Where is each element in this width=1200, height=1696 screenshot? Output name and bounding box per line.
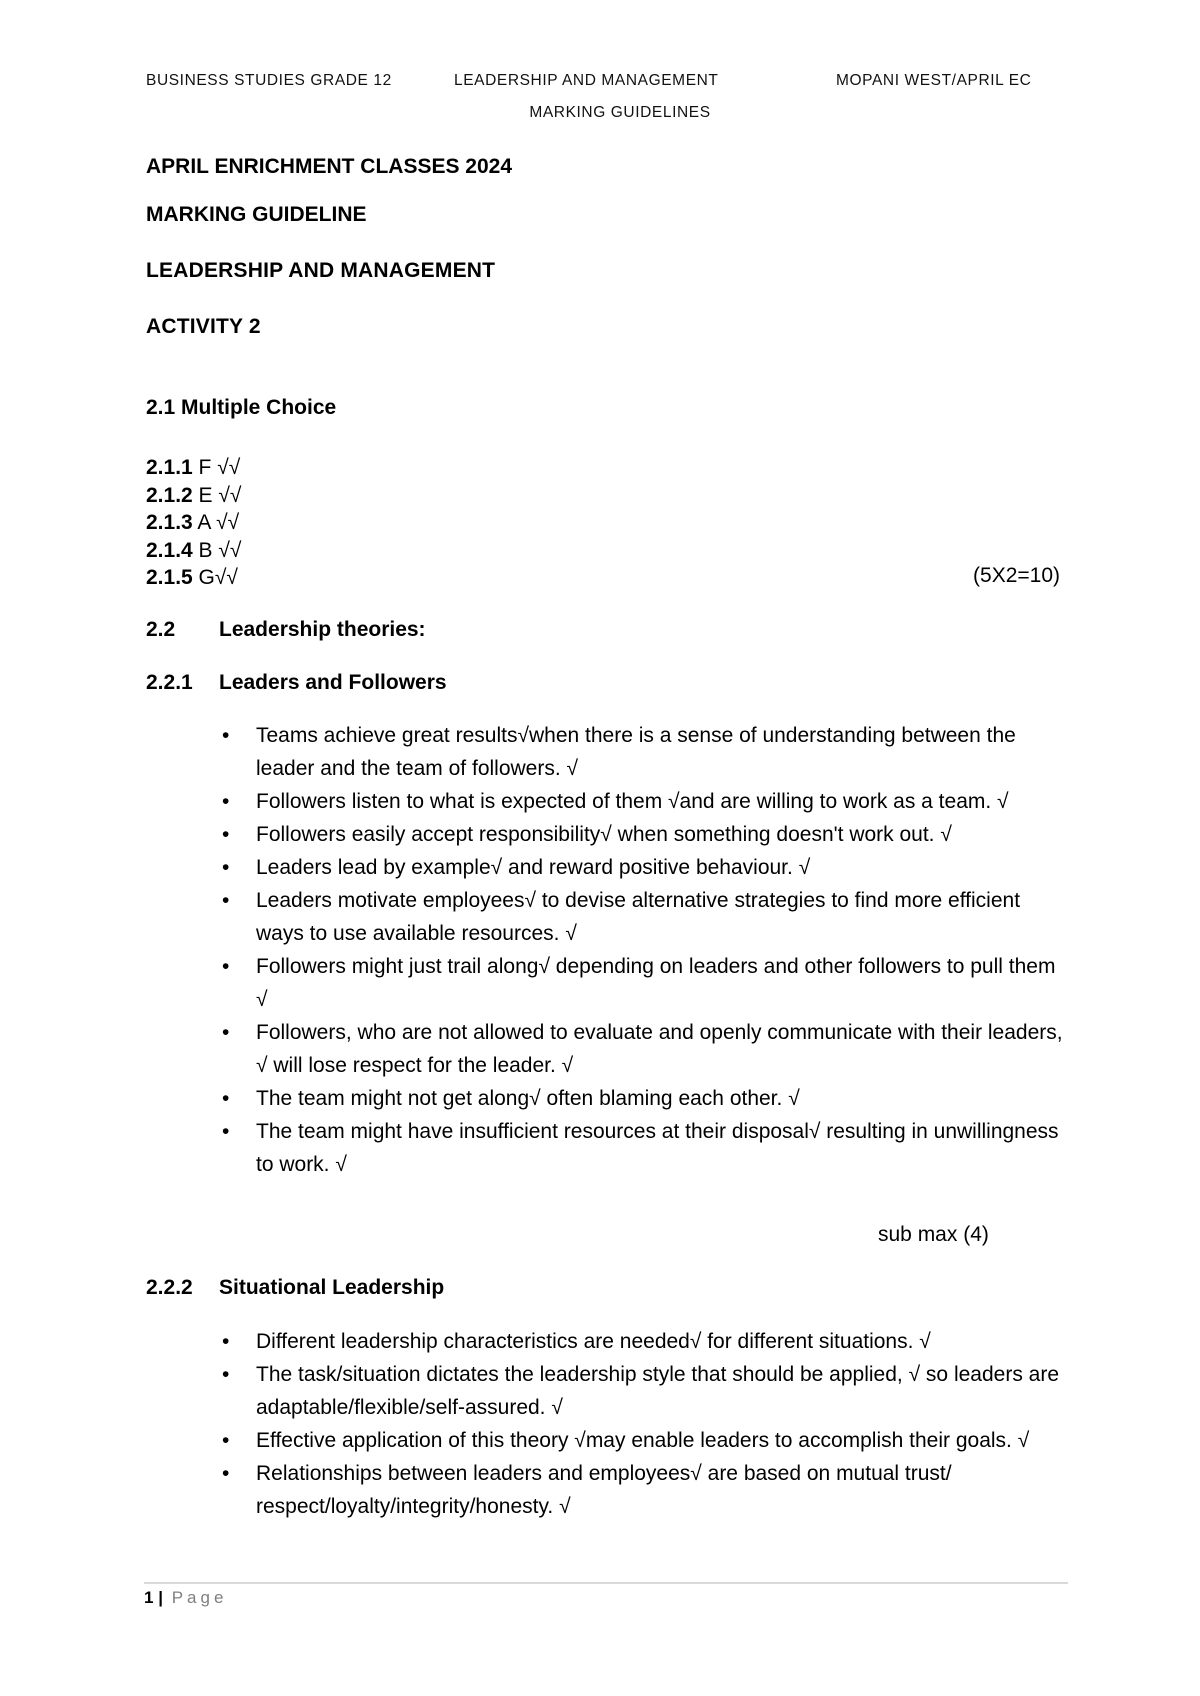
section-number: 2.2.2 [146,1276,193,1299]
list-item: • Followers, who are not allowed to evaluate and openly communicate with their leaders, √ will lose respect for the leader. √ [222,1016,1072,1082]
list-item: • Effective application of this theory √may enable leaders to accomplish their goals. √ [222,1424,1072,1457]
list-item: • Followers easily accept responsibility√ when something doesn't work out. √ [222,818,1072,851]
list-item: • The task/situation dictates the leadership style that should be applied, √ so leaders are adaptable/flexible/self-assured. √ [222,1358,1072,1424]
section-2-1-heading: 2.1 Multiple Choice [146,396,337,419]
header-subject: BUSINESS STUDIES GRADE 12 [146,72,392,89]
list-item: • Followers listen to what is expected of them √and are willing to work as a team. √ [222,785,1072,818]
list-item: • Followers might just trail along√ depending on leaders and other followers to pull them √ [222,950,1072,1016]
answer-text: G√√ [192,566,238,589]
answer-text: E √√ [192,483,242,507]
doc-title: APRIL ENRICHMENT CLASSES 2024 [146,155,513,178]
answer-row [146,537,241,565]
answer-number: 2.1.4 [146,538,193,562]
section-2-2-2-heading [146,1276,444,1300]
list-item: • Teams achieve great results√when there is a sense of understanding between the leader and the team of followers. √ [222,719,1072,785]
doc-subtitle: MARKING GUIDELINE [146,203,367,226]
multiple-choice-answers [146,454,241,592]
answer-row [146,564,241,592]
activity-heading: ACTIVITY 2 [146,315,261,338]
answer-number: 2.1.5 [146,566,193,589]
answer-row [146,509,241,537]
answer-number: 2.1.3 [146,511,193,534]
section-2-2-1-heading [146,671,447,695]
list-item: • The team might have insufficient resources at their disposal√ resulting in unwillingness to work. √ [222,1115,1072,1181]
doc-topic-heading: LEADERSHIP AND MANAGEMENT [146,259,496,282]
answer-row [146,454,241,482]
leaders-followers-list [222,719,1072,1181]
answer-text: B √√ [192,538,242,562]
answer-number: 2.1.1 [146,456,193,479]
situational-leadership-list [222,1325,1072,1523]
footer-separator: | [158,1588,163,1607]
answer-text: F √√ [192,456,241,479]
footer-divider [144,1582,1068,1584]
section-title: Leadership theories: [219,618,426,641]
page-number: 1 [144,1588,154,1607]
header-topic: LEADERSHIP AND MANAGEMENT [454,72,719,89]
answer-text: A √√ [192,511,240,534]
page-word: Page [171,1588,228,1607]
section-number: 2.2.1 [146,671,193,694]
list-item: • The team might not get along√ often blaming each other. √ [222,1082,1072,1115]
section-title: Situational Leadership [219,1276,445,1299]
section-2-2-1-marks: sub max (4) [878,1223,989,1246]
list-item: • Leaders lead by example√ and reward positive behaviour. √ [222,851,1072,884]
header-subtitle: MARKING GUIDELINES [529,104,711,121]
page-footer [144,1588,227,1608]
list-item: • Leaders motivate employees√ to devise alternative strategies to find more efficient ways to use available resources. √ [222,884,1072,950]
list-item: • Different leadership characteristics are needed√ for different situations. √ [222,1325,1072,1358]
header-district: MOPANI WEST/APRIL EC [836,72,1032,89]
answer-row [146,482,241,510]
section-2-1-marks: (5X2=10) [973,564,1060,587]
section-title: Leaders and Followers [219,671,447,694]
section-2-2-heading [146,618,426,642]
list-item: • Relationships between leaders and employees√ are based on mutual trust/ respect/loyalty/integrity/honesty. √ [222,1457,1072,1523]
answer-number: 2.1.2 [146,483,193,507]
section-number: 2.2 [146,618,176,641]
